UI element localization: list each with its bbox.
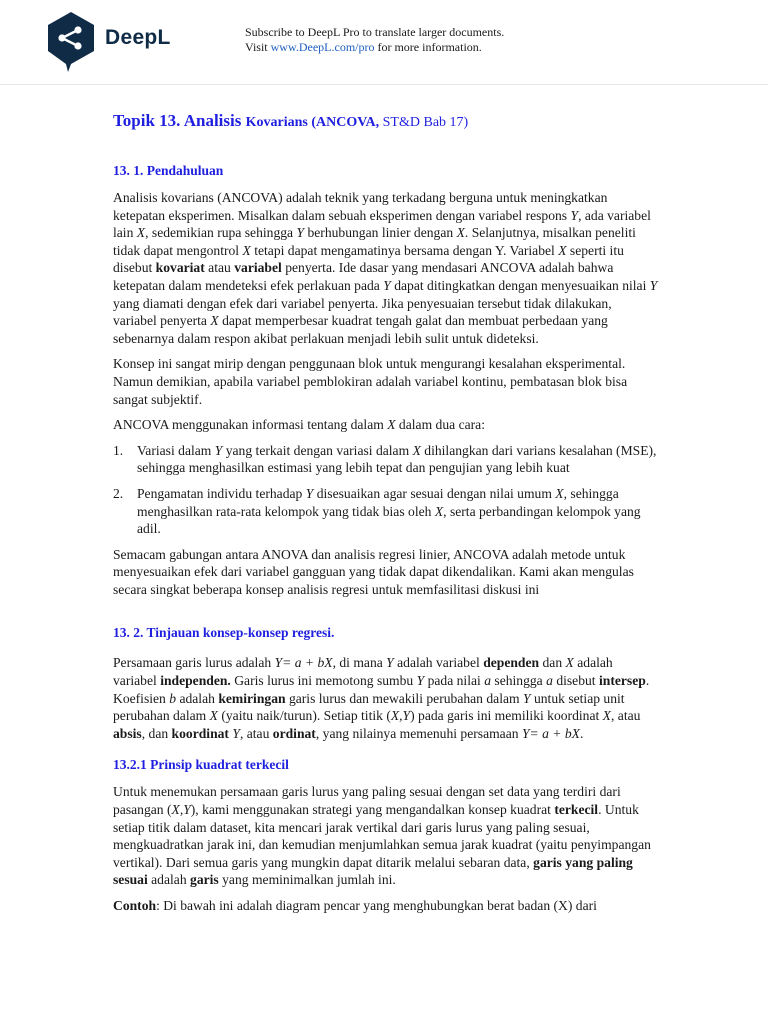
paragraph: ANCOVA menggunakan informasi tentang dalam X dalam dua cara: <box>113 417 485 433</box>
deepl-logo-text[interactable]: DeepL <box>105 26 171 49</box>
visit-line: Visit www.DeepL.com/pro for more information. <box>245 40 482 54</box>
numbered-list <box>113 442 658 538</box>
section-heading-kuadrat-terkecil: 13.2.1 Prinsip kuadrat terkecil <box>113 757 289 773</box>
section-heading-regresi: 13. 2. Tinjauan konsep-konsep regresi. <box>113 625 335 641</box>
list-item: 1. Variasi dalam Y yang terkait dengan variasi dalam X dihilangkan dari varians kesalahan (MSE), sehingga menghasilkan estimasi yang lebih tepat dan pengujian yang lebih kuat <box>113 442 657 476</box>
paragraph: Persamaan garis lurus adalah Y= a + bX, di mana Y adalah variabel dependen dan X adalah variabel independen. Garis lurus ini memotong sumbu Y pada nilai a sehingga a disebut intersep. Koefisien b adalah kemiringan garis lurus dan mewakili perubahan dalam Y untuk setiap unit perubahan dalam X (yaitu naik/turun). Setiap titik (X,Y) pada garis ini memiliki koordinat X, atau absis, dan koordinat Y, atau ordinat, yang nilainya memenuhi persamaan Y= a + bX. <box>113 655 650 741</box>
paragraph: Analisis kovarians (ANCOVA) adalah teknik yang terkadang berguna untuk meningkatkan ketepatan eksperimen. Misalkan dalam sebuah eksperimen dengan variabel respons Y, ada variabel lain X, sedemikian rupa sehingga Y berhubungan linier dengan X. Selanjutnya, misalkan peneliti tidak dapat mengontrol X tetapi dapat mengamatinya bersama dengan Y. Variabel X seperti itu disebut kovariat atau variabel penyerta. Ide dasar yang mendasari ANCOVA adalah bahwa ketepatan dalam mendeteksi efek perlakuan pada Y dapat ditingkatkan dengan menyesuaikan nilai Y yang diamati dengan efek dari variabel penyerta. Jika penyesuaian tersebut tidak dilakukan, variabel penyerta X dapat memperbesar kuadrat tengah galat dan membuat perbedaan yang sebenarnya dalam respon akibat perlakuan menjadi lebih sulit untuk dideteksi. <box>113 190 658 346</box>
deepl-banner <box>0 0 768 85</box>
document-body <box>113 110 658 923</box>
paragraph: Konsep ini sangat mirip dengan penggunaan blok untuk mengurangi kesalahan eksperimental. Namun demikian, apabila variabel pemblokiran adalah variabel kontinu, pembatasan blok bisa sangat subjektif. <box>113 356 628 407</box>
list-item: 2. Pengamatan individu terhadap Y disesuaikan agar sesuai dengan nilai umum X, sehingga menghasilkan rata-rata kelompok yang tidak bias oleh X, serta perbandingan kelompok yang adil. <box>113 485 641 537</box>
deepl-logo-icon[interactable] <box>46 11 96 73</box>
page-title: Topik 13. Analisis Kovarians (ANCOVA, ST&D Bab 17) <box>113 111 469 130</box>
paragraph: Semacam gabungan antara ANOVA dan analisis regresi linier, ANCOVA adalah metode untuk menyesuaikan efek dari variabel gangguan yang tidak dapat dikendalikan. Kami akan mengulas secara singkat beberapa konsep analisis regresi untuk memfasilitasi diskusi ini <box>113 546 634 597</box>
subscribe-notice <box>245 25 504 55</box>
subscribe-line: Subscribe to DeepL Pro to translate larger documents. <box>245 25 505 39</box>
section-heading-pendahuluan: 13. 1. Pendahuluan <box>113 163 224 178</box>
paragraph: Untuk menemukan persamaan garis lurus yang paling sesuai dengan set data yang terdiri dari pasangan (X,Y), kami menggunakan strategi yang mengandalkan konsep kuadrat terkecil. Untuk setiap titik dalam dataset, kita mencari jarak vertikal dari garis lurus yang paling sesuai, mengkuadratkan jarak ini, dan kemudian menjumlahkan semua jarak kuadrat (yaitu penyimpangan vertikal). Dari semua garis yang mungkin dapat ditarik melalui sebaran data, garis yang paling sesuai adalah garis yang meminimalkan jumlah ini. <box>113 784 651 888</box>
deepl-pro-link[interactable]: www.DeepL.com/pro <box>270 40 375 54</box>
paragraph: Contoh: Di bawah ini adalah diagram pencar yang menghubungkan berat badan (X) dari <box>113 898 597 913</box>
